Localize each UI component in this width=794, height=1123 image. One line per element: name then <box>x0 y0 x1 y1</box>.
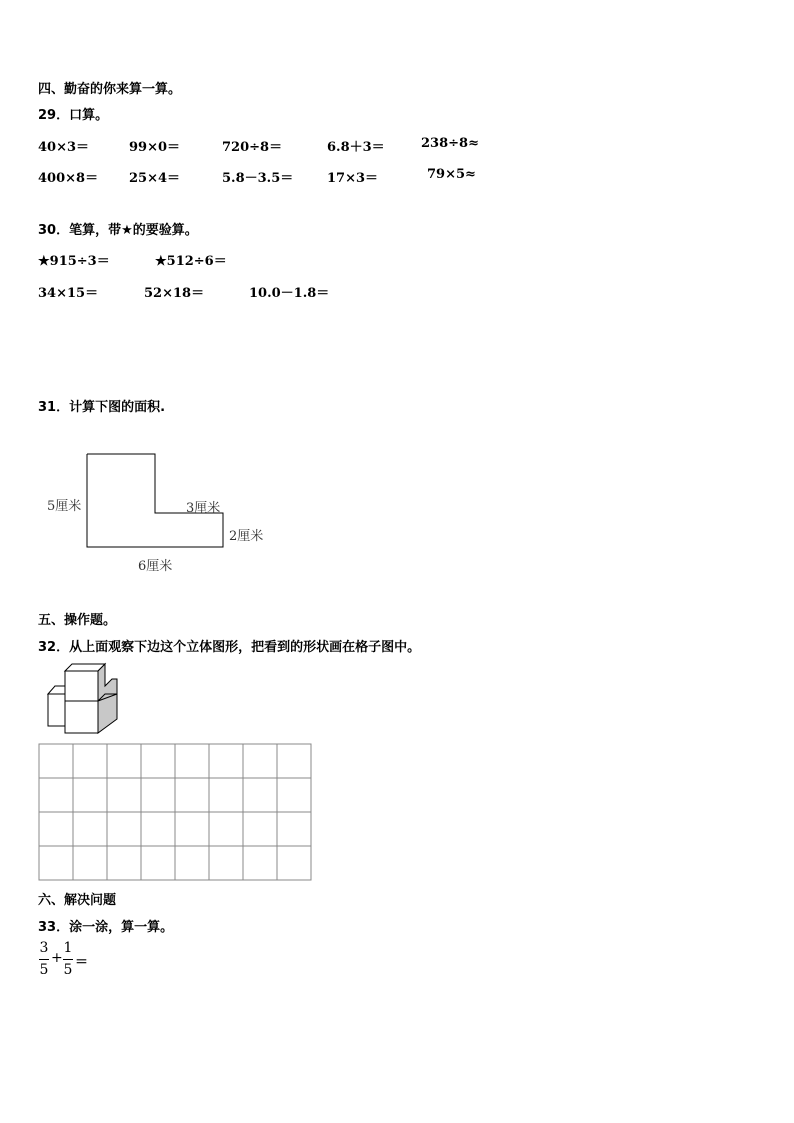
section-6-heading: 六、解决问题 <box>38 893 117 908</box>
q30-r2-c2: 52×18＝ <box>144 286 205 301</box>
q29-r1-c5: 238÷8≈ <box>421 136 479 151</box>
label-bottom-6cm: 6厘米 <box>138 559 173 574</box>
label-left-5cm: 5厘米 <box>47 499 82 514</box>
q29-r2-c4: 17×3＝ <box>327 171 379 186</box>
label-inner-3cm: 3厘米 <box>186 501 221 516</box>
question-33-title: 33．涂一涂，算一算。 <box>38 920 174 935</box>
question-31-title: 31．计算下图的面积. <box>38 400 166 415</box>
q30-r1-c2: ★512÷6＝ <box>155 254 227 269</box>
fraction-1-bar <box>39 959 49 960</box>
question-29-title: 29．口算。 <box>38 108 109 123</box>
q30-r2-c1: 34×15＝ <box>38 286 99 301</box>
fraction-2-numerator: 1 <box>63 940 73 956</box>
q29-r2-c3: 5.8－3.5＝ <box>222 171 294 186</box>
q30-r1-c1: ★915÷3＝ <box>38 254 110 269</box>
q29-r1-c2: 99×0＝ <box>129 140 181 155</box>
drawing-grid[interactable] <box>38 743 314 883</box>
fraction-2-denominator: 5 <box>63 962 73 978</box>
q29-r2-c2: 25×4＝ <box>129 171 181 186</box>
fraction-2-bar <box>63 959 73 960</box>
label-right-2cm: 2厘米 <box>229 529 264 544</box>
section-4-heading: 四、勤奋的你来算一算。 <box>38 82 182 97</box>
fraction-1-denominator: 5 <box>39 962 49 978</box>
cube-solid-figure <box>45 661 120 736</box>
plus-sign: + <box>51 950 63 966</box>
q30-r2-c3: 10.0－1.8＝ <box>249 286 330 301</box>
equals-sign: ＝ <box>75 955 89 970</box>
question-32-title: 32．从上面观察下边这个立体图形，把看到的形状画在格子图中。 <box>38 640 421 655</box>
q29-r2-c5: 79×5≈ <box>427 167 476 182</box>
fraction-1-numerator: 3 <box>39 940 49 956</box>
section-5-heading: 五、操作题。 <box>38 613 117 628</box>
question-30-title: 30．笔算，带★的要验算。 <box>38 223 198 238</box>
q29-r1-c3: 720÷8＝ <box>222 140 283 155</box>
q29-r2-c1: 400×8＝ <box>38 171 99 186</box>
q29-r1-c4: 6.8＋3＝ <box>327 140 385 155</box>
q29-r1-c1: 40×3＝ <box>38 140 90 155</box>
